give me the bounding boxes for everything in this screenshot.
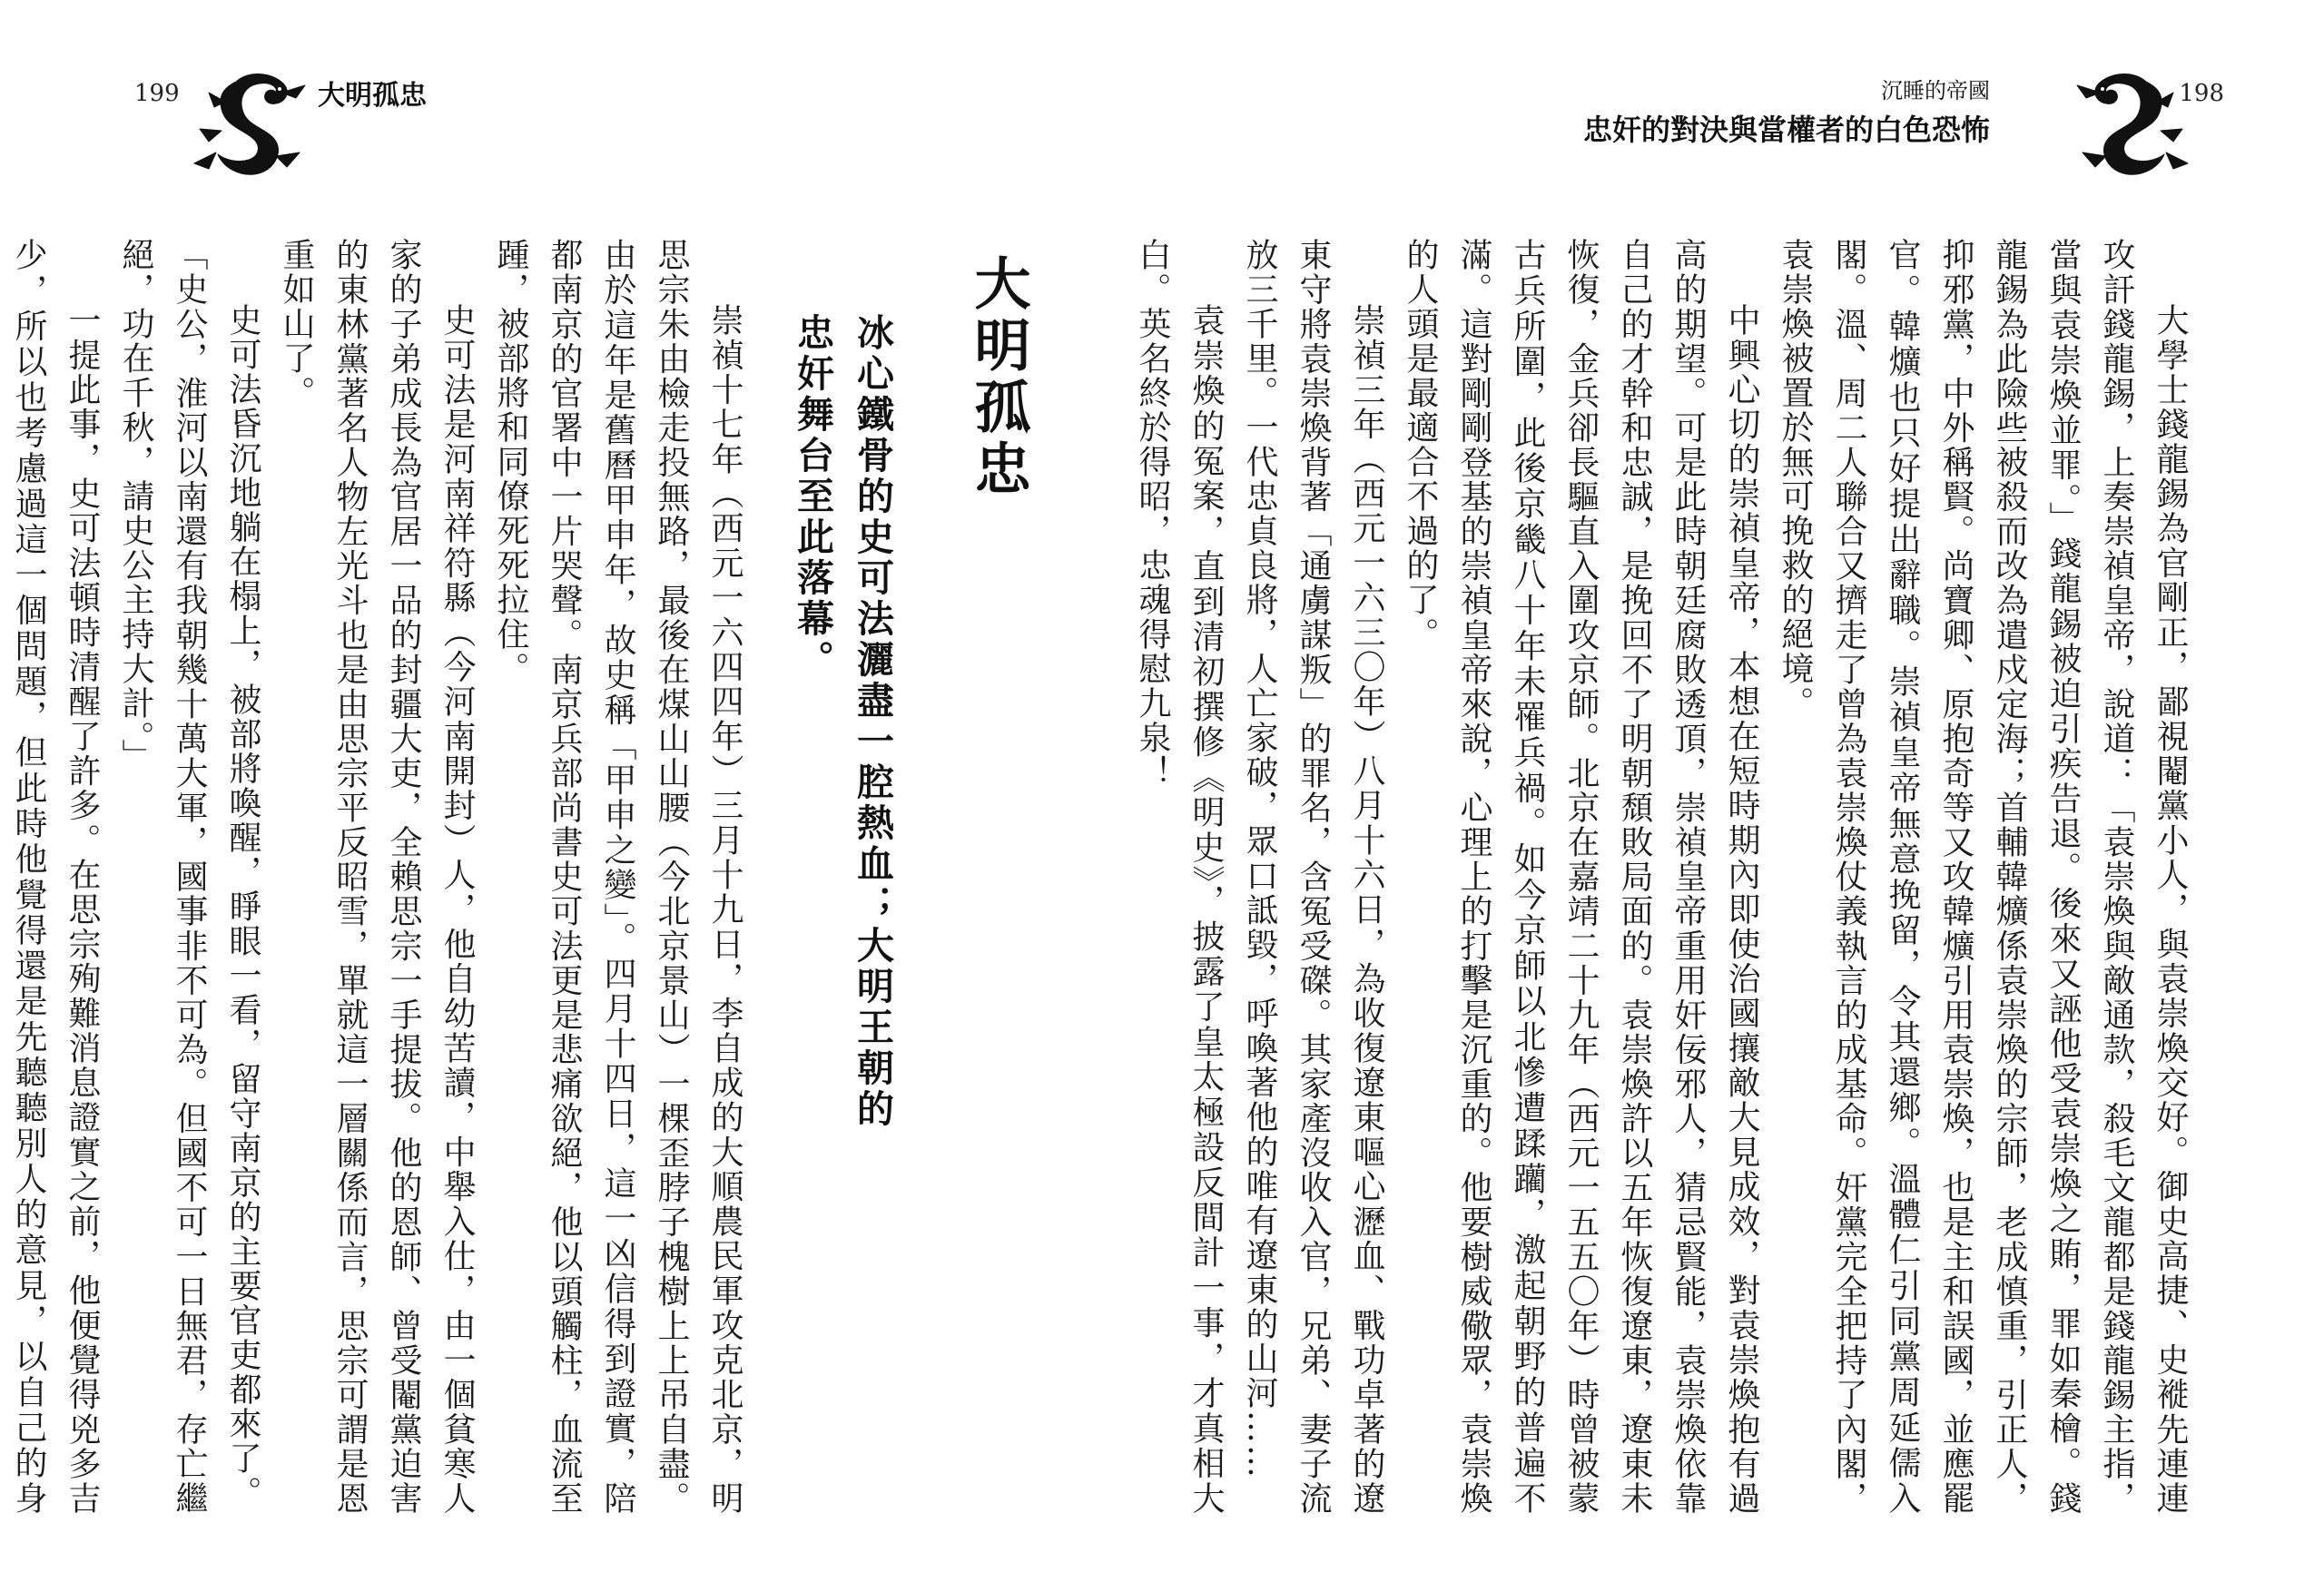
paragraph: 史可法昏沉地躺在榻上，被部將喚醒，睜眼一看，留守南京的主要官吏都來了。 <box>224 303 261 1510</box>
page-number-right: 198 <box>2179 80 2224 107</box>
paragraph: 一提此事，史可法頓時清醒了許多。在思宗殉難消息證實之前，他便覺得兇多吉少，所以也考慮過這一個問題，但此時他覺得還是先聽聽別人的意見，以自己的身 <box>10 238 101 1516</box>
paragraph: 崇禎三年（西元一六三〇年）八月十六日，為收復遼東嘔心瀝血、戰功卓著的遼東守將袁崇煥背著「通虜謀叛」的罪名，含冤受磔。其家產沒收入官，兄弟、妻子流放三千里。一代忠貞良將，人亡家破，眾口詆毀，呼喚著他的唯有遼東的山河…… <box>1241 238 1385 1516</box>
running-title-right: 忠奸的對決與當權者的白色恐怖 <box>1582 113 1990 147</box>
right-body-text <box>1134 238 2197 1516</box>
paragraph: 大學士錢龍錫為官剛正，鄙視閹黨小人，與袁崇煥交好。御史高捷、史褷先連連攻訐錢龍錫，上奏崇禎皇帝，說道：「袁崇煥與敵通款，殺毛文龍都是錢龍錫主指，當與袁崇煥並罪。」錢龍錫被迫引疾告退。後來又誣他受袁崇煥之賄，罪如秦檜。錢龍錫為此險些被殺而改為遣戍定海；首輔韓爌係袁崇煥的宗師，老成慎重，引正人，抑邪黨，中外稱賢。尚寶卿、原抱奇等又攻韓爌引用袁崇煥，也是主和誤國，並應罷官。韓爌也只好提出辭職。崇禎皇帝無意挽留，令其還鄉。溫體仁引同黨周延儒入閣。溫、周二人聯合又擠走了曾為袁崇煥仗義執言的成基命。奸黨完全把持了內閣，袁崇煥被置於無可挽救的絕境。 <box>1777 238 2189 1516</box>
page-number-left: 199 <box>134 80 180 107</box>
subtitle-line: 忠奸舞台至此落幕。 <box>791 313 834 681</box>
paragraph: 中興心切的崇禎皇帝，本想在短時期內即使治國攘敵大見成效，對袁崇煥抱有過高的期望。可是此時朝廷腐敗透頂，崇禎皇帝重用奸佞邪人，猜忌賢能，袁崇煥依靠自己的才幹和忠誠，是挽回不了明朝頹敗局面的。袁崇煥許以五年恢復遼東，遼東未恢復，金兵卻長驅直入圍攻京師。北京在嘉靖二十九年（西元一五五〇年）時曾被蒙古兵所圍，此後京畿八十年未罹兵禍。如今京師以北慘遭蹂躪，激起朝野的普遍不滿。這對剛剛登基的崇禎皇帝來說，心理上的打擊是沉重的。他要樹威儆眾，袁崇煥的人頭是最適合不過的了。 <box>1402 238 1760 1516</box>
book-title: 沉睡的帝國 <box>1881 78 1990 103</box>
paragraph: 袁崇煥的冤案，直到清初撰修《明史》，披露了皇太極設反間計一事，才真相大白。英名終於得昭，忠魂得慰九泉！ <box>1134 238 1225 1516</box>
left-body-text <box>10 238 752 1516</box>
chapter-title: 大明孤忠 <box>965 254 1031 501</box>
running-title-left: 大明孤忠 <box>318 80 427 112</box>
subtitle-line: 冰心鐵骨的史可法灑盡一腔熱血；大明王朝的 <box>851 313 894 1130</box>
dragon-icon <box>182 65 318 183</box>
paragraph: 史可法是河南祥符縣（今河南開封）人，他自幼苦讀，中舉入仕，由一個貧寒人家的子弟成長為官居一品的封疆大吏，全賴思宗一手提拔。他的恩師、曾受閹黨迫害的東林黨著名人物左光斗也是由思宗平反昭雪，單就這一層關係而言，思宗可謂是恩重如山了。 <box>278 238 476 1516</box>
paragraph: 「史公，淮河以南還有我朝幾十萬大軍，國事非不可為。但國不可一日無君，存亡繼絕，功在千秋，請史公主持大計。」 <box>117 238 208 1516</box>
chapter-subtitle <box>783 313 902 1130</box>
right-page <box>1134 0 2324 1572</box>
paragraph: 崇禎十七年（西元一六四四年）三月十九日，李自成的大順農民軍攻克北京，明思宗朱由檢走投無路，最後在煤山山腰（今北京景山）一棵歪脖子槐樹上上吊自盡。由於這年是舊曆甲申年，故史稱「甲申之變」。四月十四日，這一凶信得到證實，陪都南京的官署中一片哭聲。南京兵部尚書史可法更是悲痛欲絕，他以頭觸柱，血流至踵，被部將和同僚死死拉住。 <box>492 238 743 1516</box>
